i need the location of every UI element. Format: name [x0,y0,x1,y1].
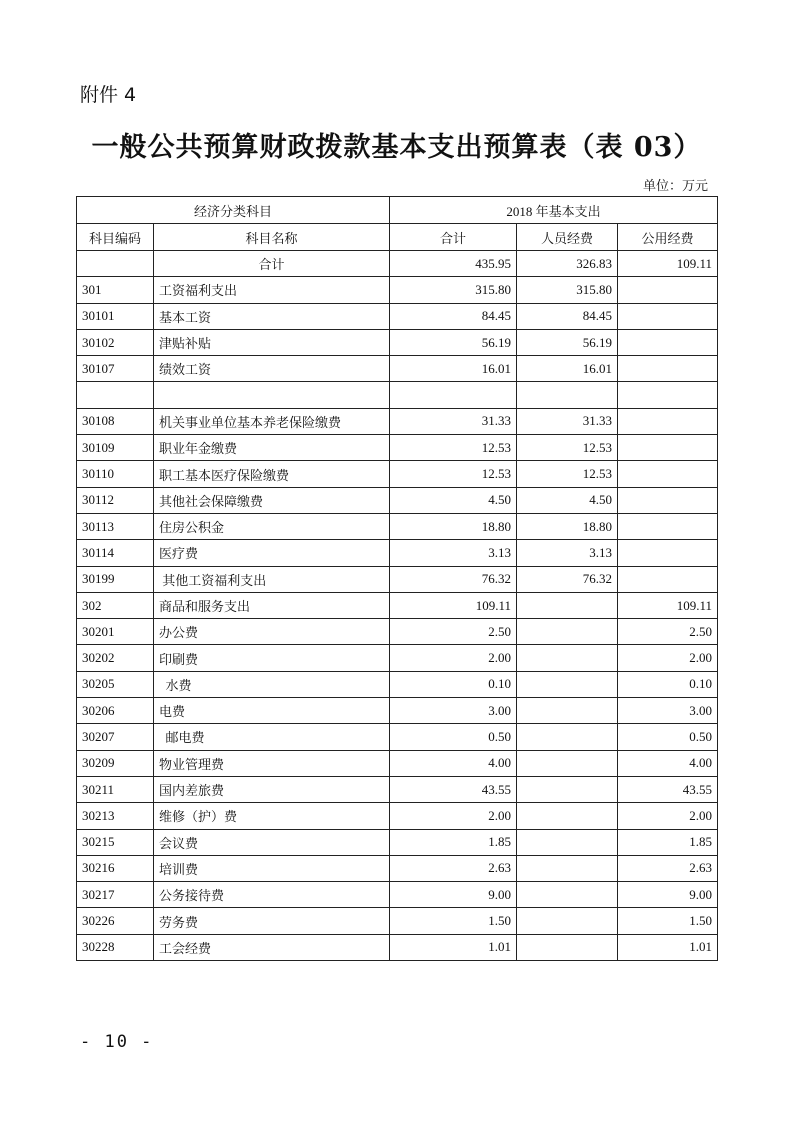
row-code: 30226 [77,908,154,934]
row-public: 2.00 [618,803,718,829]
header-public: 公用经费 [618,224,718,251]
table-row [77,356,718,382]
row-personnel: 315.80 [517,277,618,303]
row-total: 2.50 [390,619,517,645]
row-public [618,461,718,487]
row-name: 医疗费 [154,540,390,566]
row-code: 30215 [77,829,154,855]
row-personnel [517,698,618,724]
row-name: 维修（护）费 [154,803,390,829]
table-row [77,671,718,697]
row-personnel [517,829,618,855]
row-public [618,566,718,592]
row-personnel: 56.19 [517,329,618,355]
row-public: 1.85 [618,829,718,855]
row-code: 30201 [77,619,154,645]
total-row [77,251,718,277]
row-name: 工资福利支出 [154,277,390,303]
row-name: 基本工资 [154,303,390,329]
row-total: 1.50 [390,908,517,934]
row-name: 绩效工资 [154,356,390,382]
row-name: 培训费 [154,855,390,881]
row-name: 邮电费 [154,724,390,750]
table-row [77,724,718,750]
row-personnel: 84.45 [517,303,618,329]
row-total: 1.85 [390,829,517,855]
unit-label: 单位：万元 [642,178,708,193]
row-code: 30113 [77,513,154,539]
table-row [77,566,718,592]
row-personnel [517,750,618,776]
row-public: 4.00 [618,750,718,776]
row-personnel: 12.53 [517,435,618,461]
row-public: 2.50 [618,619,718,645]
row-code: 30217 [77,882,154,908]
row-name: 会议费 [154,829,390,855]
row-total: 16.01 [390,356,517,382]
row-total: 0.50 [390,724,517,750]
row-personnel: 18.80 [517,513,618,539]
table-row [77,303,718,329]
attachment-label: 附件 4 [80,84,137,106]
row-total: 2.00 [390,645,517,671]
row-total: 12.53 [390,435,517,461]
row-personnel: 3.13 [517,540,618,566]
table-row [77,382,718,408]
row-total: 2.63 [390,855,517,881]
row-name: 印刷费 [154,645,390,671]
table-row [77,408,718,434]
row-personnel [517,776,618,802]
row-total: 56.19 [390,329,517,355]
row-code: 30213 [77,803,154,829]
row-total: 109.11 [390,592,517,618]
row-personnel [517,645,618,671]
header-total: 合计 [390,224,517,251]
row-code: 30211 [77,776,154,802]
table-row [77,487,718,513]
row-code: 30205 [77,671,154,697]
table-row [77,619,718,645]
row-public: 2.63 [618,855,718,881]
header-group-right: 2018 年基本支出 [390,197,718,224]
row-total: 3.00 [390,698,517,724]
budget-table [76,196,718,961]
row-public: 43.55 [618,776,718,802]
row-name: 商品和服务支出 [154,592,390,618]
row-total: 31.33 [390,408,517,434]
page-title: 一般公共预算财政拨款基本支出预算表（表 03） [91,132,702,163]
row-public [618,513,718,539]
table-row [77,750,718,776]
table-row [77,908,718,934]
row-total [390,382,517,408]
row-public: 0.50 [618,724,718,750]
table-row [77,329,718,355]
table-row [77,461,718,487]
row-public [618,408,718,434]
row-public [618,277,718,303]
table-row [77,934,718,960]
row-name: 工会经费 [154,934,390,960]
row-code: 30199 [77,566,154,592]
row-personnel: 31.33 [517,408,618,434]
row-name: 水费 [154,671,390,697]
row-total: 43.55 [390,776,517,802]
row-public [618,435,718,461]
row-total: 4.50 [390,487,517,513]
row-public [618,303,718,329]
row-code: 30228 [77,934,154,960]
table-row [77,882,718,908]
row-total: 0.10 [390,671,517,697]
row-name [154,382,390,408]
row-code: 30206 [77,698,154,724]
row-name: 住房公积金 [154,513,390,539]
row-name: 职业年金缴费 [154,435,390,461]
row-total: 3.13 [390,540,517,566]
total-personnel: 326.83 [517,251,618,277]
row-personnel [517,908,618,934]
table-row [77,829,718,855]
row-total: 84.45 [390,303,517,329]
table-row [77,513,718,539]
row-public: 9.00 [618,882,718,908]
row-total: 2.00 [390,803,517,829]
row-public: 1.01 [618,934,718,960]
row-code: 302 [77,592,154,618]
row-personnel: 12.53 [517,461,618,487]
row-personnel [517,382,618,408]
row-code: 30101 [77,303,154,329]
table-row [77,540,718,566]
row-code: 30114 [77,540,154,566]
row-personnel [517,803,618,829]
total-name: 合计 [154,251,390,277]
row-name: 津贴补贴 [154,329,390,355]
row-name: 电费 [154,698,390,724]
row-public: 3.00 [618,698,718,724]
header-name: 科目名称 [154,224,390,251]
table-row [77,435,718,461]
row-name: 物业管理费 [154,750,390,776]
row-total: 4.00 [390,750,517,776]
row-public [618,487,718,513]
row-personnel [517,592,618,618]
row-total: 76.32 [390,566,517,592]
row-code: 30109 [77,435,154,461]
header-code: 科目编码 [77,224,154,251]
row-total: 9.00 [390,882,517,908]
row-code: 30107 [77,356,154,382]
table-row [77,645,718,671]
table-row [77,855,718,881]
row-public: 0.10 [618,671,718,697]
row-public: 109.11 [618,592,718,618]
row-personnel [517,934,618,960]
header-group-left: 经济分类科目 [77,197,390,224]
row-public [618,329,718,355]
page-number: - 10 - [80,1032,154,1052]
row-public: 1.50 [618,908,718,934]
row-code: 30209 [77,750,154,776]
row-total: 1.01 [390,934,517,960]
total-code [77,251,154,277]
row-personnel [517,671,618,697]
row-name: 职工基本医疗保险缴费 [154,461,390,487]
row-personnel [517,855,618,881]
row-code: 30112 [77,487,154,513]
row-personnel: 16.01 [517,356,618,382]
table-row [77,592,718,618]
total-public: 109.11 [618,251,718,277]
row-name: 公务接待费 [154,882,390,908]
row-name: 国内差旅费 [154,776,390,802]
table-row [77,776,718,802]
table-row [77,803,718,829]
row-code: 30108 [77,408,154,434]
table-row [77,698,718,724]
row-name: 其他工资福利支出 [154,566,390,592]
row-code: 301 [77,277,154,303]
row-name: 机关事业单位基本养老保险缴费 [154,408,390,434]
total-total: 435.95 [390,251,517,277]
header-personnel: 人员经费 [517,224,618,251]
row-personnel: 4.50 [517,487,618,513]
row-code [77,382,154,408]
row-public [618,382,718,408]
row-code: 30207 [77,724,154,750]
row-total: 315.80 [390,277,517,303]
row-personnel: 76.32 [517,566,618,592]
row-code: 30102 [77,329,154,355]
row-code: 30216 [77,855,154,881]
row-personnel [517,724,618,750]
row-code: 30110 [77,461,154,487]
row-public [618,540,718,566]
header-group-row [77,197,718,224]
row-public: 2.00 [618,645,718,671]
row-name: 劳务费 [154,908,390,934]
header-column-row [77,224,718,251]
row-total: 12.53 [390,461,517,487]
row-personnel [517,619,618,645]
row-personnel [517,882,618,908]
row-public [618,356,718,382]
row-code: 30202 [77,645,154,671]
table-row [77,277,718,303]
row-name: 其他社会保障缴费 [154,487,390,513]
row-name: 办公费 [154,619,390,645]
row-total: 18.80 [390,513,517,539]
